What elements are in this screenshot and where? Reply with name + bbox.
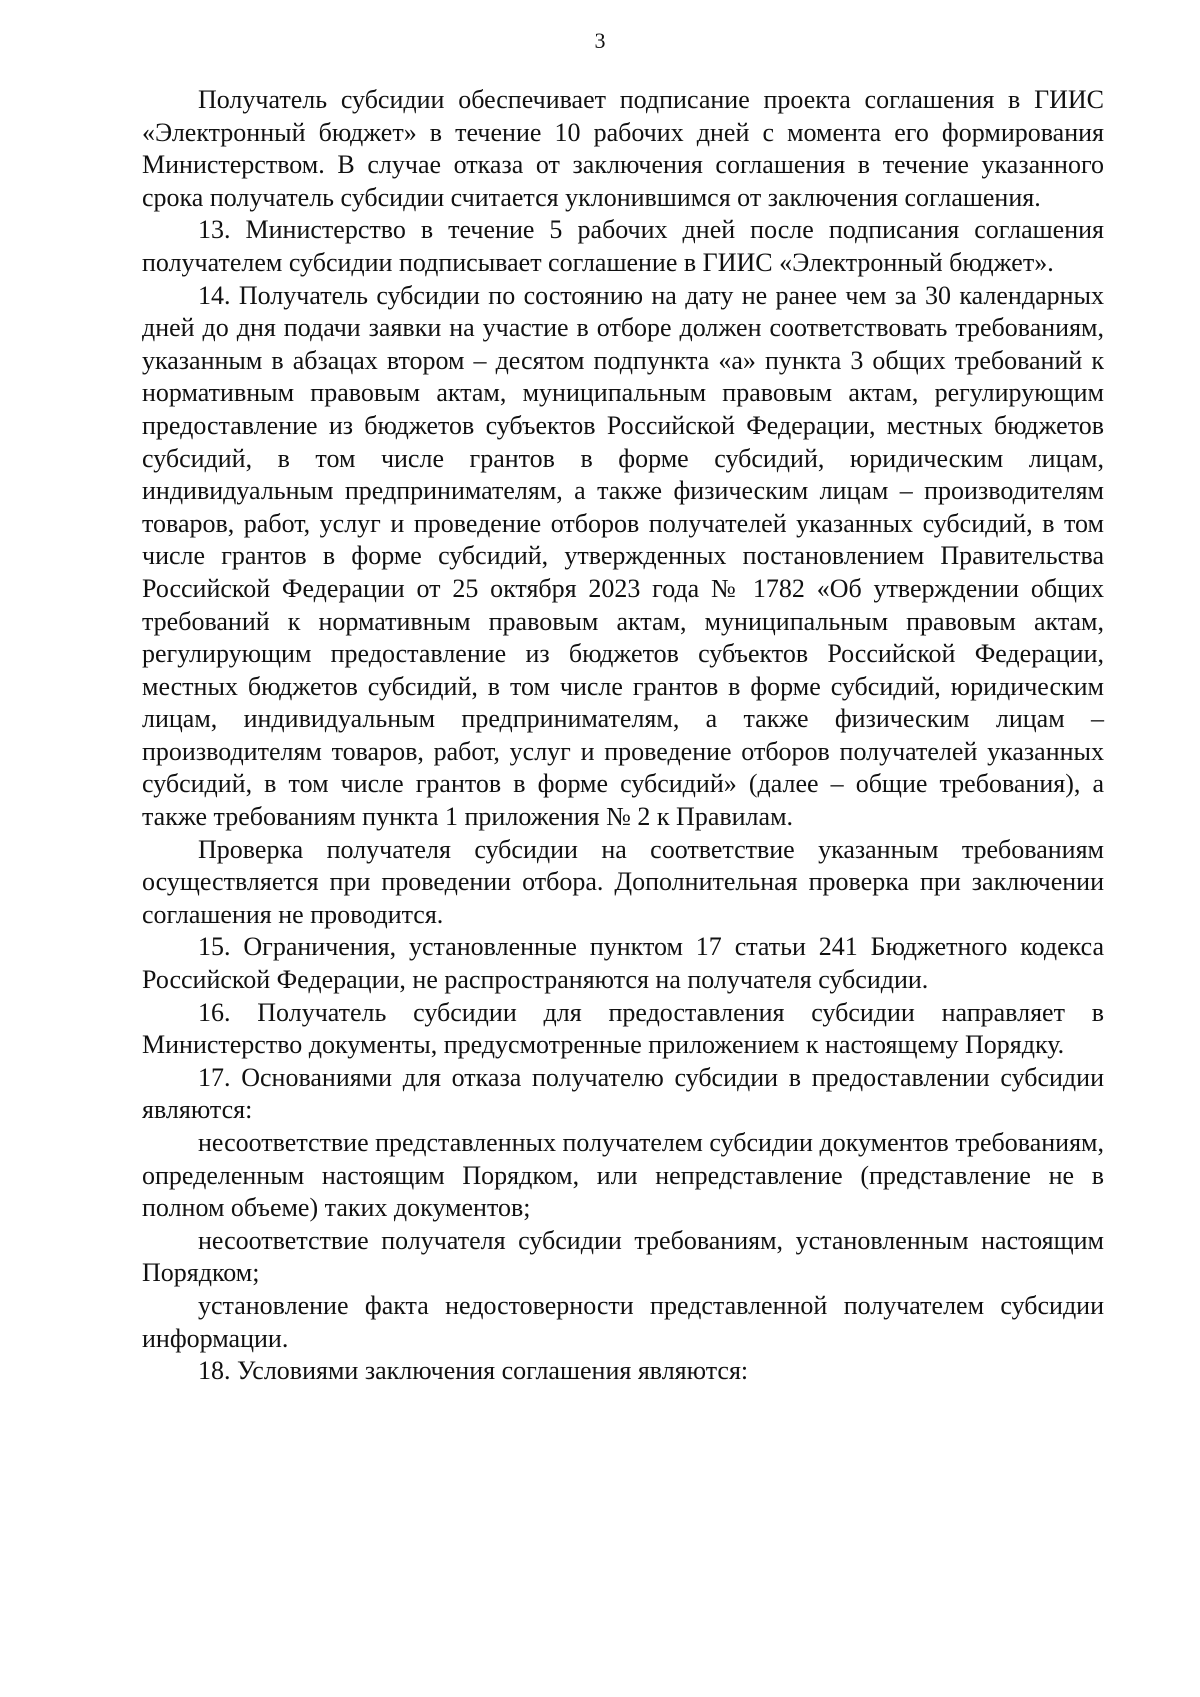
paragraph-item-14: 14. Получатель субсидии по состоянию на дату не ранее чем за 30 календарных дней до дня подачи заявки на участие в отборе должен соответствовать требованиям, указанным в абзацах втором – десятом подпункта «а» пункта 3 общих требований к нормативным правовым актам, муниципальным правовым актам, регулирующим предоставление из бюджетов субъектов Российской Федерации, местных бюджетов субсидий, в том числе грантов в форме субсидий, юридическим лицам, индивидуальным предпринимателям, а также физическим лицам – производителям товаров, работ, услуг и проведение отборов получателей указанных субсидий, в том числе грантов в форме субсидий, утвержденных постановлением Правительства Российской Федерации от 25 октября 2023 года № 1782 «Об утверждении общих требований к нормативным правовым актам, муниципальным правовым актам, регулирующим предоставление из бюджетов субъектов Российской Федерации, местных бюджетов субсидий, в том числе грантов в форме субсидий, юридическим лицам, индивидуальным предпринимателям, а также физическим лицам – производителям товаров, работ, услуг и проведение отборов получателей указанных субсидий, в том числе грантов в форме субсидий» (далее – общие требования), а также требованиям пункта 1 приложения № 2 к Правилам. <box>142 280 1104 832</box>
paragraph-item-17: 17. Основаниями для отказа получателю субсидии в предоставлении субсидии являются: <box>142 1062 1104 1125</box>
paragraph-item-18: 18. Условиями заключения соглашения являются: <box>198 1356 749 1386</box>
paragraph-refusal-ground-requirements: несоответствие получателя субсидии требованиям, установленным настоящим Порядком; <box>142 1225 1104 1288</box>
paragraph-item-13: 13. Министерство в течение 5 рабочих дней после подписания соглашения получателем субсидии подписывает соглашение в ГИИС «Электронный бюджет». <box>142 215 1104 277</box>
paragraph-refusal-ground-false-info: установление факта недостоверности представленной получателем субсидии информации. <box>142 1290 1104 1353</box>
paragraph-verification: Проверка получателя субсидии на соответствие указанным требованиям осуществляется при проведении отбора. Дополнительная проверка при заключении соглашения не проводится. <box>142 834 1104 929</box>
paragraph-signing-agreement: Получатель субсидии обеспечивает подписание проекта соглашения в ГИИС «Электронный бюджет» в течение 10 рабочих дней с момента его формирования Министерством. В случае отказа от заключения соглашения в течение указанного срока получатель субсидии считается уклонившимся от заключения соглашения. <box>142 85 1104 212</box>
page-number: 3 <box>594 28 606 53</box>
paragraph-item-16: 16. Получатель субсидии для предоставления субсидии направляет в Министерство документы, предусмотренные приложением к настоящему Порядку. <box>142 997 1104 1060</box>
paragraph-item-15: 15. Ограничения, установленные пунктом 17 статьи 241 Бюджетного кодекса Российской Федерации, не распространяются на получателя субсидии. <box>142 932 1104 995</box>
document-body <box>142 84 1104 1388</box>
paragraph-refusal-ground-documents: несоответствие представленных получателем субсидии документов требованиям, определенным настоящим Порядком, или непредставление (представление не в полном объеме) таких документов; <box>142 1128 1104 1223</box>
